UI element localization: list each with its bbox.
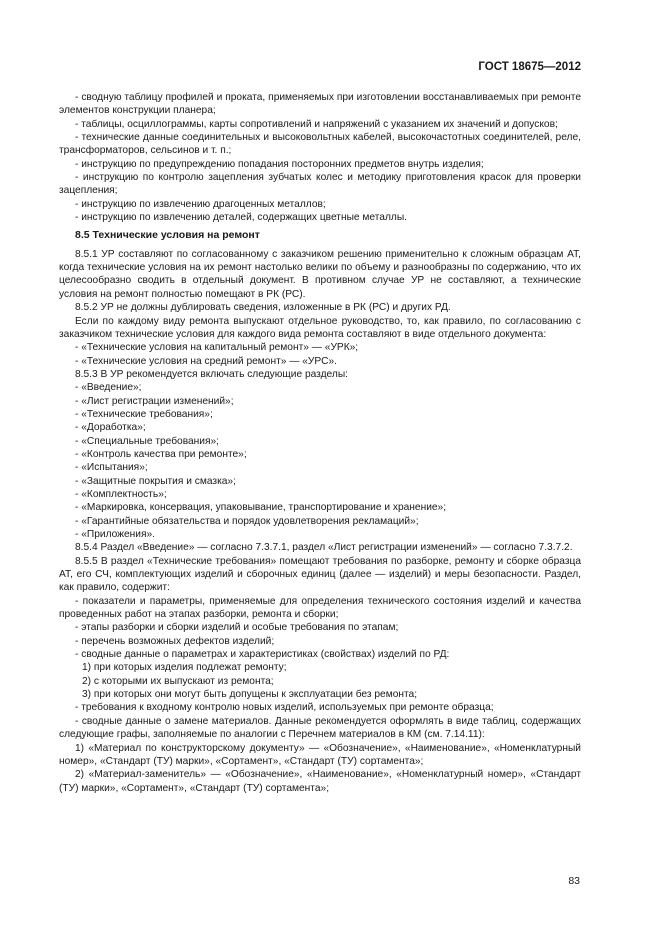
paragraph: 2) «Материал-заменитель» — «Обозначение», «Наименование», «Номенклатурный номер», «Стандарт (ТУ) марки», «Сортамент», «Стандарт (ТУ) сортамента»; <box>59 769 581 794</box>
paragraph: - инструкцию по контролю зацепления зубчатых колес и методику приготовления красок для проверки зацепления; <box>59 172 581 197</box>
paragraph: 2) с которыми их выпускают из ремонта; <box>82 675 274 687</box>
paragraph: 1) при которых изделия подлежат ремонту; <box>82 662 287 674</box>
paragraph: - сводные данные о замене материалов. Данные рекомендуется оформлять в виде таблиц, содержащих следующие графы, заполняемые по аналогии с Перечнем материалов в КМ (см. 7.14.11): <box>59 715 581 741</box>
paragraph: - «Контроль качества при ремонте»; <box>75 448 247 460</box>
paragraph: - показатели и параметры, применяемые для определения технического состояния изделий и качества проведенных работ на этапах разборки, ремонта и сборки; <box>59 595 581 621</box>
paragraph: - инструкцию по извлечению деталей, содержащих цветные металлы. <box>75 212 407 224</box>
paragraph: - «Гарантийные обязательства и порядок удовлетворения рекламаций»; <box>75 515 419 527</box>
section-heading: 8.5 Технические условия на ремонт <box>75 229 260 242</box>
paragraph: - «Специальные требования»; <box>75 435 219 447</box>
paragraph: 1) «Материал по конструкторскому документу» — «Обозначение», «Наименование», «Номенклатурный номер», «Стандарт (ТУ) марки», «Сортамент», «Стандарт (ТУ) сортамента»; <box>59 742 581 767</box>
paragraph: - инструкцию по предупреждению попадания посторонних предметов внутрь изделия; <box>75 158 484 170</box>
paragraph: 8.5.3 В УР рекомендуется включать следующие разделы: <box>75 368 348 380</box>
paragraph: - «Введение»; <box>75 382 142 394</box>
paragraph: 8.5.1 УР составляют по согласованному с заказчиком решению применительно к сложным образцам АТ, когда технические условия на их ремонт настолько велики по объему и разнообразны по содержанию, что их целесообразно сводить в отдельный документ. В противном случае УР не составляют, а технические условия на ремонт полностью помещают в РК (РС). <box>59 248 581 300</box>
paragraph: - требования к входному контролю новых изделий, используемых при ремонте образца; <box>75 702 494 714</box>
paragraph: 3) при которых они могут быть допущены к эксплуатации без ремонта; <box>82 689 418 701</box>
paragraph: - таблицы, осциллограммы, карты сопротивлений и напряжений с указанием их значений и допусков; <box>75 118 558 130</box>
paragraph: - сводную таблицу профилей и проката, применяемых при изготовлении восстанавливаемых при ремонте элементов конструкции планера; <box>59 92 581 117</box>
paragraph: - технические данные соединительных и высоковольтных кабелей, высокочастотных соединителей, реле, трансформаторов, сельсинов и т. п.; <box>59 132 581 157</box>
paragraph: - «Технические требования»; <box>75 408 213 420</box>
paragraph: - этапы разборки и сборки изделий и особые требования по этапам; <box>75 622 399 634</box>
paragraph: - сводные данные о параметрах и характеристиках (свойствах) изделий по РД: <box>75 649 450 661</box>
paragraph: - «Технические условия на средний ремонт» — «УРС». <box>75 355 337 367</box>
paragraph: 8.5.5 В раздел «Технические требования» помещают требования по разборке, ремонту и сборке образца АТ, его СЧ, комплектующих изделий и сборочных единиц (далее — изделий) и меры безопасности. Раздел, как правило, содержит: <box>59 555 581 594</box>
paragraph: 8.5.2 УР не должны дублировать сведения, изложенные в РК (РС) и других РД. <box>75 302 451 314</box>
paragraph: - «Испытания»; <box>75 462 148 474</box>
paragraph: - «Приложения». <box>75 529 155 540</box>
document-body <box>59 91 581 795</box>
paragraph: - «Маркировка, консервация, упаковывание, транспортирование и хранение»; <box>75 502 447 514</box>
paragraph: - «Доработка»; <box>75 422 146 434</box>
paragraph: - «Защитные покрытия и смазка»; <box>75 475 236 487</box>
paragraph: - инструкцию по извлечению драгоценных металлов; <box>75 198 326 210</box>
page-number: 83 <box>568 875 580 887</box>
paragraph: Если по каждому виду ремонта выпускают отдельное руководство, то, как правило, по согласованию с заказчиком технические условия для каждого вида ремонта составляют в виде отдельного документа: <box>59 315 581 340</box>
paragraph: 8.5.4 Раздел «Введение» — согласно 7.3.7.1, раздел «Лист регистрации изменений» — согласно 7.3.7.2. <box>75 542 573 554</box>
paragraph: - «Технические условия на капитальный ремонт» — «УРК»; <box>75 342 359 354</box>
paragraph: - «Комплектность»; <box>75 488 167 500</box>
paragraph: - перечень возможных дефектов изделий; <box>75 635 275 647</box>
document-code-header: ГОСТ 18675—2012 <box>478 61 581 73</box>
paragraph: - «Лист регистрации изменений»; <box>75 395 234 407</box>
